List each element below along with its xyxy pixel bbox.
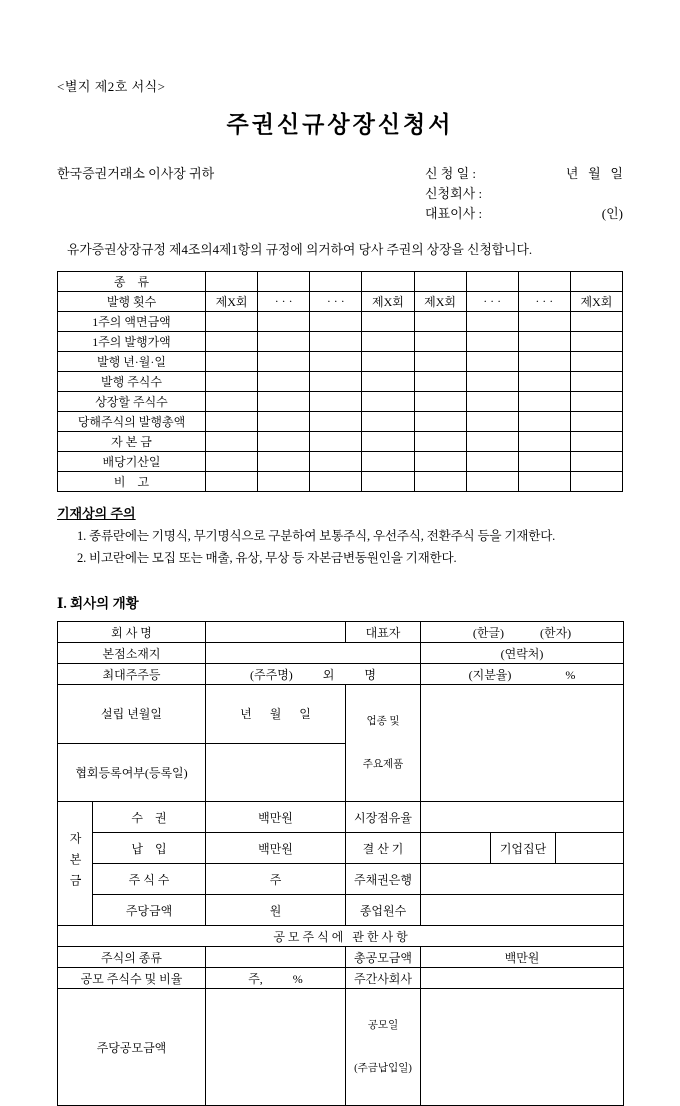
employee-count-value-cell (421, 895, 624, 926)
empty-cell (206, 432, 258, 452)
row-label-issue-price: 1주의 발행가액 (58, 332, 206, 352)
association-registration-label: 협회등록여부(등록일) (58, 743, 206, 802)
table-row-issue-date (58, 352, 623, 372)
share-ratio-cell: (지분율) % (421, 664, 624, 685)
association-registration-value-cell (206, 743, 346, 802)
empty-cell (414, 452, 466, 472)
empty-cell (310, 272, 362, 292)
empty-cell (570, 412, 622, 432)
underwriter-value-cell (421, 968, 624, 989)
empty-cell (362, 332, 414, 352)
row-company-name (58, 622, 624, 643)
company-name-label: 회 사 명 (58, 622, 206, 643)
row-label-dividend-date: 배당기산일 (58, 452, 206, 472)
empty-cell (258, 272, 310, 292)
empty-cell (258, 452, 310, 472)
ceo-name-cell: (한글) (한자) (421, 622, 624, 643)
empty-cell (310, 432, 362, 452)
headquarters-value-cell (206, 643, 421, 664)
empty-cell (362, 372, 414, 392)
share-count-unit-cell: 주 (206, 864, 346, 895)
empty-cell (310, 412, 362, 432)
empty-cell (310, 332, 362, 352)
table-row-issue-count (58, 292, 623, 312)
headquarters-label: 본점소재지 (58, 643, 206, 664)
ceo-label: 대표이사 : (425, 206, 483, 221)
table-row-type (58, 272, 623, 292)
empty-cell (570, 332, 622, 352)
business-group-label: 기업집단 (491, 833, 556, 864)
row-label-issue-date: 발행 년·월·일 (58, 352, 206, 372)
empty-cell (362, 392, 414, 412)
intro-paragraph: 유가증권상장규정 제4조의4제1항의 규정에 의거하여 당사 주권의 상장을 신청합니다. (67, 243, 533, 257)
empty-cell (518, 432, 570, 452)
per-share-amount-label: 주당금액 (93, 895, 206, 926)
empty-cell (414, 472, 466, 492)
row-label-listing-shares: 상장할 주식수 (58, 392, 206, 412)
empty-cell (414, 332, 466, 352)
offering-shares-label: 공모 주식수 및 비율 (58, 968, 206, 989)
company-overview-table (57, 621, 624, 1106)
paid-in-capital-label: 납 입 (93, 833, 206, 864)
issue-round-cell: 제X회 (206, 292, 258, 312)
total-offering-unit-cell: 백만원 (421, 947, 624, 968)
stock-type-value-cell (206, 947, 346, 968)
company-name-value-cell (206, 622, 346, 643)
offering-date-value-cell (421, 989, 624, 1106)
empty-cell (362, 412, 414, 432)
per-share-offering-price-value-cell (206, 989, 346, 1106)
empty-cell (466, 452, 518, 472)
empty-cell (570, 432, 622, 452)
capital-group-label (58, 802, 93, 926)
empty-cell (466, 372, 518, 392)
empty-cell (466, 432, 518, 452)
empty-cell (570, 392, 622, 412)
issue-round-cell: · · · (258, 292, 310, 312)
main-creditor-bank-label: 주채권은행 (346, 864, 421, 895)
major-shareholder-value-cell: (주주명) 외 명 (206, 664, 421, 685)
row-ipo-section-header (58, 926, 624, 947)
empty-cell (570, 452, 622, 472)
authorized-capital-label: 수 권 (93, 802, 206, 833)
applicant-company-label: 신청회사 : (425, 186, 483, 201)
empty-cell (258, 312, 310, 332)
table-row-listing-shares (58, 392, 623, 412)
industry-products-label (346, 685, 421, 802)
table-row-capital (58, 432, 623, 452)
recipient-line: 한국증권거래소 이사장 귀하 (57, 166, 215, 181)
issue-round-cell: · · · (466, 292, 518, 312)
empty-cell (310, 352, 362, 372)
empty-cell (310, 392, 362, 412)
filling-notes-title: 기재상의 주의 (57, 506, 136, 521)
ipo-section-header: 공 모 주 식 에 관 한 사 항 (58, 926, 624, 947)
empty-cell (466, 352, 518, 372)
empty-cell (466, 332, 518, 352)
stock-type-label: 주식의 종류 (58, 947, 206, 968)
empty-cell (310, 472, 362, 492)
row-label-issued-shares: 발행 주식수 (58, 372, 206, 392)
major-shareholder-label: 최대주주등 (58, 664, 206, 685)
empty-cell (258, 432, 310, 452)
row-label-capital: 자 본 금 (58, 432, 206, 452)
application-date-line (425, 163, 623, 183)
empty-cell (518, 372, 570, 392)
row-major-shareholder (58, 664, 624, 685)
empty-cell (362, 432, 414, 452)
row-offering-shares (58, 968, 624, 989)
empty-cell (310, 312, 362, 332)
market-share-value-cell (421, 802, 624, 833)
table-row-dividend-date (58, 452, 623, 472)
empty-cell (362, 272, 414, 292)
offering-date-label-line1: 공모일 (367, 1020, 399, 1031)
empty-cell (362, 452, 414, 472)
empty-cell (518, 352, 570, 372)
row-label-total-issue-amount: 당해주식의 발행총액 (58, 412, 206, 432)
table-row-issue-price (58, 332, 623, 352)
issue-round-cell: · · · (518, 292, 570, 312)
form-reference-note: <별지 제2호 서식> (57, 79, 166, 94)
paid-in-capital-unit-cell: 백만원 (206, 833, 346, 864)
empty-cell (518, 452, 570, 472)
empty-cell (310, 372, 362, 392)
per-share-amount-unit-cell: 원 (206, 895, 346, 926)
empty-cell (414, 272, 466, 292)
per-share-offering-price-label: 주당공모금액 (58, 989, 206, 1106)
row-stock-type (58, 947, 624, 968)
fiscal-year-label: 결 산 기 (346, 833, 421, 864)
share-issuance-table (57, 271, 623, 492)
offering-shares-value-cell: 주, % (206, 968, 346, 989)
issue-round-cell: · · · (310, 292, 362, 312)
empty-cell (258, 332, 310, 352)
application-date-value: 년 월 일 (565, 166, 623, 181)
empty-cell (414, 392, 466, 412)
application-date-label: 신 청 일 : (425, 166, 477, 181)
fiscal-year-value-cell (421, 833, 491, 864)
row-label-par-value: 1주의 액면금액 (58, 312, 206, 332)
row-authorized-capital (58, 802, 624, 833)
row-founded-date (58, 685, 624, 744)
empty-cell (206, 412, 258, 432)
empty-cell (206, 452, 258, 472)
empty-cell (258, 472, 310, 492)
empty-cell (570, 372, 622, 392)
empty-cell (206, 352, 258, 372)
empty-cell (362, 352, 414, 372)
offering-date-label-line2: (주금납입일) (354, 1063, 412, 1074)
empty-cell (466, 472, 518, 492)
seal-mark: (인) (601, 206, 623, 221)
issue-round-cell: 제X회 (570, 292, 622, 312)
empty-cell (206, 272, 258, 292)
founded-date-label: 설립 년월일 (58, 685, 206, 744)
row-share-count (58, 864, 624, 895)
table-row-issued-shares (58, 372, 623, 392)
filling-note-item-2: 2. 비고란에는 모집 또는 매출, 유상, 무상 등 자본금변동원인을 기재한다. (77, 551, 457, 565)
empty-cell (310, 452, 362, 472)
empty-cell (414, 372, 466, 392)
empty-cell (466, 272, 518, 292)
empty-cell (258, 372, 310, 392)
empty-cell (206, 332, 258, 352)
document-page (57, 76, 623, 1106)
empty-cell (362, 312, 414, 332)
empty-cell (518, 392, 570, 412)
empty-cell (518, 312, 570, 332)
empty-cell (258, 412, 310, 432)
empty-cell (206, 392, 258, 412)
filling-note-item-1: 1. 종류란에는 기명식, 무기명식으로 구분하여 보통주식, 우선주식, 전환주식 등을 기재한다. (77, 529, 556, 543)
row-label-issue-count: 발행 횟수 (58, 292, 206, 312)
table-row-total-issue-amount (58, 412, 623, 432)
empty-cell (518, 472, 570, 492)
company-overview-heading: Ⅰ. 회사의 개황 (57, 596, 139, 611)
underwriter-label: 주간사회사 (346, 968, 421, 989)
document-title: 주권신규상장신청서 (226, 112, 454, 137)
empty-cell (466, 392, 518, 412)
table-row-remarks (58, 472, 623, 492)
row-per-share-amount (58, 895, 624, 926)
applicant-company-line (425, 183, 623, 203)
empty-cell (570, 272, 622, 292)
empty-cell (466, 312, 518, 332)
empty-cell (466, 412, 518, 432)
empty-cell (518, 272, 570, 292)
ceo-line (425, 203, 623, 223)
row-label-remarks: 비 고 (58, 472, 206, 492)
empty-cell (362, 472, 414, 492)
ceo-title-label: 대표자 (346, 622, 421, 643)
share-count-label: 주 식 수 (93, 864, 206, 895)
application-info-block (425, 163, 623, 223)
issue-round-cell: 제X회 (414, 292, 466, 312)
empty-cell (206, 372, 258, 392)
contact-note-cell: (연락처) (421, 643, 624, 664)
total-offering-label: 총공모금액 (346, 947, 421, 968)
empty-cell (414, 312, 466, 332)
market-share-label: 시장점유율 (346, 802, 421, 833)
empty-cell (414, 412, 466, 432)
row-label-type: 종 류 (58, 272, 206, 292)
offering-date-label (346, 989, 421, 1106)
empty-cell (206, 472, 258, 492)
capital-vertical-text: 자본금 (68, 832, 82, 895)
main-creditor-bank-value-cell (421, 864, 624, 895)
empty-cell (518, 332, 570, 352)
industry-products-value-cell (421, 685, 624, 802)
row-per-share-offering-price (58, 989, 624, 1106)
row-paid-in-capital (58, 833, 624, 864)
empty-cell (206, 312, 258, 332)
empty-cell (258, 352, 310, 372)
employee-count-label: 종업원수 (346, 895, 421, 926)
industry-label-line1: 업종 및 (366, 716, 400, 727)
table-row-par-value (58, 312, 623, 332)
empty-cell (518, 412, 570, 432)
issue-round-cell: 제X회 (362, 292, 414, 312)
founded-date-value-cell: 년 월 일 (206, 685, 346, 744)
authorized-capital-unit-cell: 백만원 (206, 802, 346, 833)
header-row (57, 163, 623, 223)
empty-cell (414, 432, 466, 452)
empty-cell (570, 312, 622, 332)
industry-label-line2: 주요제품 (362, 759, 404, 770)
business-group-value-cell (556, 833, 624, 864)
filling-notes (57, 503, 623, 566)
empty-cell (570, 352, 622, 372)
empty-cell (258, 392, 310, 412)
empty-cell (570, 472, 622, 492)
empty-cell (414, 352, 466, 372)
row-headquarters (58, 643, 624, 664)
